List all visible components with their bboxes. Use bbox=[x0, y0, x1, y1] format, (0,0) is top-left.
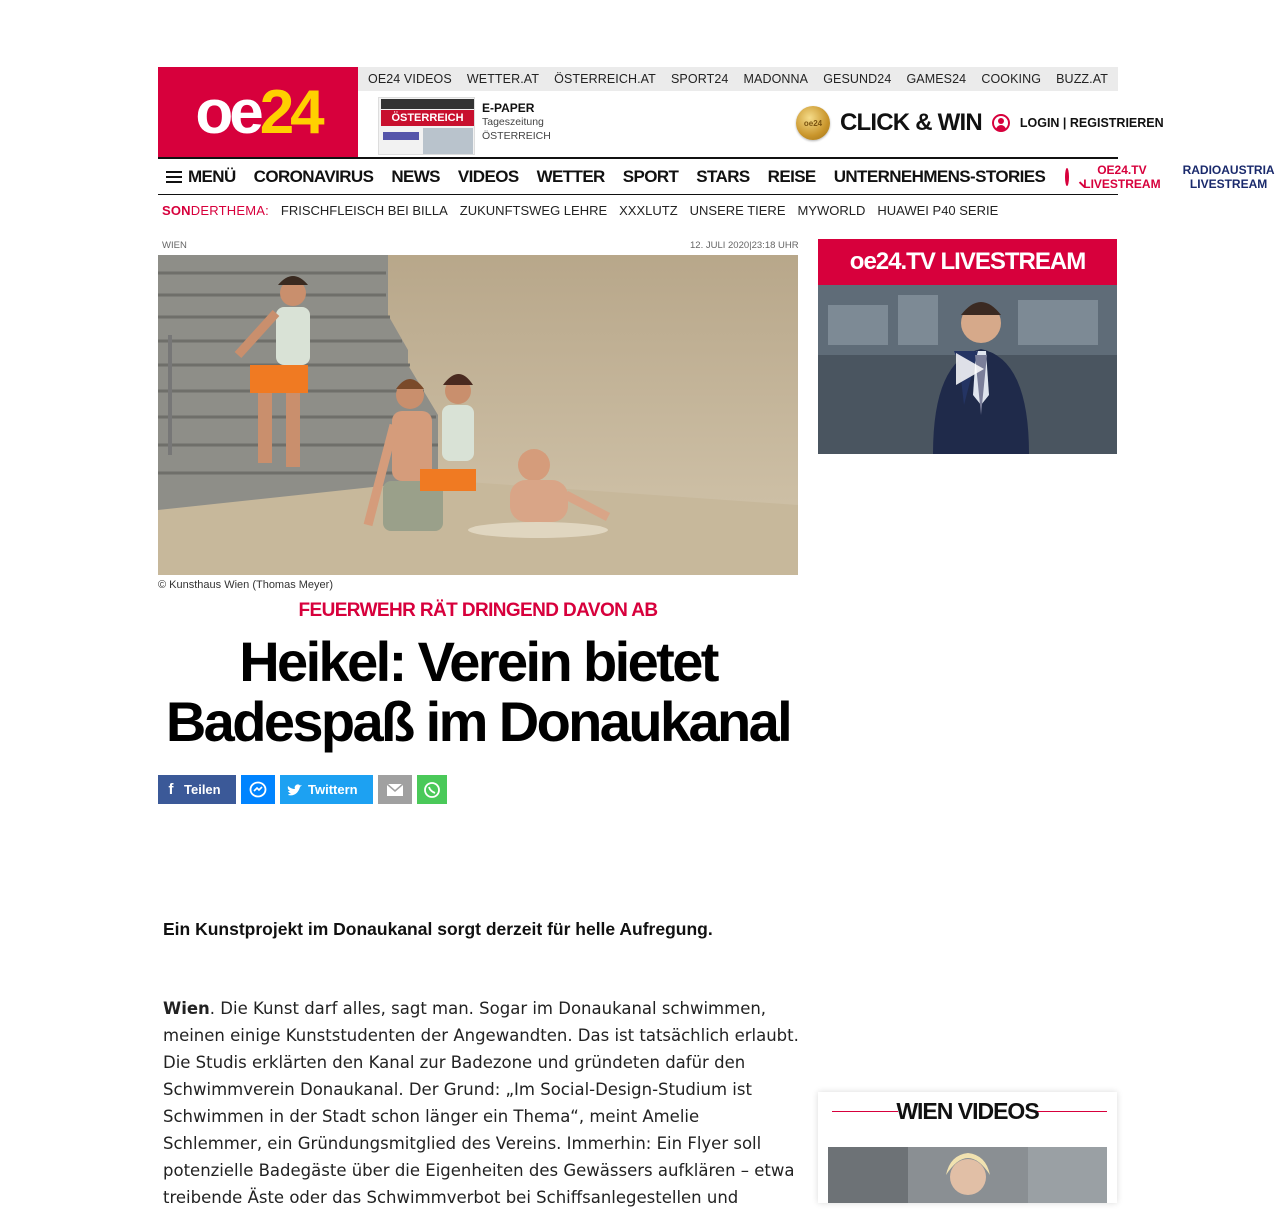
nav-item-stars[interactable]: STARS bbox=[696, 166, 750, 186]
sonderthema-link[interactable]: MYWORLD bbox=[797, 202, 866, 218]
article-body: Wien. Die Kunst darf alles, sagt man. Sogar im Donaukanal schwimmen, meinen einige Kunststudenten der Angewandten. Das ist tatsächlich erlaubt. Die Studis erklärten den Kanal zur Badezone und gründeten dafür den Schwimmverein Donaukanal. Der Grund: „Im Social-Design-Studium ist Schwimmen in der Stadt schon länger ein Thema“, meint Amelie Schlemmer, ein Gründungsmitglied des Vereins. Immerhin: Ein Flyer soll potenzielle Badegäste über die Eigenheiten des Gewässers aufklären – etwa treibende Äste oder das Schwimmverbot bei Schiffsanlegestellen und bbox=[163, 999, 799, 1207]
click-win-link[interactable]: CLICK & WIN bbox=[840, 109, 982, 136]
sonderthema-link[interactable]: HUAWEI P40 SERIE bbox=[877, 202, 999, 218]
nav-item-videos[interactable]: VIDEOS bbox=[457, 166, 519, 186]
sonderthema-link[interactable]: ZUKUNFTSWEG LEHRE bbox=[459, 202, 608, 218]
sonderthema-bar bbox=[158, 199, 1118, 221]
facebook-share-button[interactable]: f Teilen bbox=[158, 775, 236, 804]
top-link[interactable]: ÖSTERREICH.AT bbox=[554, 72, 656, 86]
wien-videos-title: WIEN VIDEOS bbox=[896, 1098, 1039, 1124]
top-link[interactable]: GAMES24 bbox=[906, 72, 967, 86]
nav-item-coronavirus[interactable]: CORONAVIRUS bbox=[253, 166, 374, 186]
messenger-share-button[interactable] bbox=[241, 775, 275, 804]
article-headline: Heikel: Verein bietet Badespaß im Donaukanal bbox=[165, 630, 791, 753]
login-register-link[interactable]: LOGIN | REGISTRIEREN bbox=[1019, 116, 1164, 130]
article-section[interactable]: WIEN bbox=[162, 240, 187, 251]
whatsapp-icon bbox=[423, 781, 441, 799]
sonderthema-link[interactable]: FRISCHFLEISCH BEI BILLA bbox=[280, 202, 448, 218]
nav-item-wetter[interactable]: WETTER bbox=[536, 166, 605, 186]
twitter-share-button[interactable]: Twittern bbox=[280, 775, 373, 804]
epaper-subtitle: Tageszeitung bbox=[482, 116, 544, 128]
epaper-subtitle-2: ÖSTERREICH bbox=[482, 130, 551, 142]
search-icon[interactable] bbox=[1065, 168, 1069, 186]
sonderthema-label: SONDERTHEMA: bbox=[162, 202, 269, 218]
wien-videos-widget bbox=[818, 1092, 1117, 1203]
nav-item-sport[interactable]: SPORT bbox=[622, 166, 679, 186]
top-link[interactable]: MADONNA bbox=[743, 72, 809, 86]
article-lead: Ein Kunstprojekt im Donaukanal sorgt derzeit für helle Aufregung. bbox=[163, 919, 713, 939]
share-bar bbox=[158, 775, 452, 804]
menu-button[interactable]: MENÜ bbox=[166, 167, 236, 187]
top-link[interactable]: GESUND24 bbox=[823, 72, 892, 86]
sonderthema-link[interactable]: UNSERE TIERE bbox=[689, 202, 786, 218]
epaper-thumbnail: ÖSTERREICH bbox=[378, 97, 475, 155]
top-link[interactable]: SPORT24 bbox=[671, 72, 729, 86]
oe24-logo[interactable] bbox=[158, 67, 358, 157]
livestream-title: oe24.TV LIVESTREAM bbox=[849, 248, 1086, 275]
image-caption: © Kunsthaus Wien (Thomas Meyer) bbox=[158, 579, 333, 591]
article-date: 12. JULI 2020|23:18 UHR bbox=[690, 240, 799, 251]
sonderthema-link[interactable]: XXXLUTZ bbox=[619, 202, 678, 218]
radioaustria-livestream-link[interactable]: RADIOAUSTRIA LIVESTREAM bbox=[1182, 162, 1275, 191]
top-link[interactable]: BUZZ.AT bbox=[1056, 72, 1108, 86]
article-dateline: Wien bbox=[163, 999, 210, 1018]
oe24tv-livestream-link[interactable]: OE24.TV LIVESTREAM bbox=[1083, 162, 1161, 191]
hamburger-icon bbox=[166, 171, 182, 183]
whatsapp-share-button[interactable] bbox=[417, 775, 447, 804]
epaper-link[interactable] bbox=[378, 97, 551, 155]
messenger-icon bbox=[249, 781, 267, 799]
twitter-icon bbox=[280, 781, 308, 799]
top-link[interactable]: COOKING bbox=[981, 72, 1042, 86]
top-link[interactable]: WETTER.AT bbox=[466, 72, 540, 86]
article-kicker: FEUERWEHR RÄT DRINGEND DAVON AB bbox=[298, 600, 658, 621]
nav-item-unternehmens-stories[interactable]: UNTERNEHMENS-STORIES bbox=[833, 166, 1046, 186]
epaper-title: E-PAPER bbox=[482, 101, 535, 115]
video-thumbnail[interactable] bbox=[828, 1147, 1107, 1203]
main-navigation bbox=[158, 157, 1275, 195]
coin-icon[interactable]: oe24 bbox=[796, 106, 830, 140]
svg-text:oe24: oe24 bbox=[195, 78, 321, 147]
user-icon[interactable] bbox=[992, 114, 1010, 132]
mail-share-button[interactable] bbox=[378, 775, 412, 804]
nav-item-news[interactable]: NEWS bbox=[391, 166, 440, 186]
top-link[interactable]: OE24 VIDEOS bbox=[368, 72, 452, 86]
top-links-bar bbox=[358, 67, 1118, 91]
mail-icon bbox=[386, 783, 404, 797]
oe24tv-livestream-widget[interactable] bbox=[818, 239, 1117, 454]
facebook-icon: f bbox=[168, 781, 174, 798]
hero-image[interactable] bbox=[158, 255, 798, 575]
nav-item-reise[interactable]: REISE bbox=[767, 166, 816, 186]
click-win-area bbox=[796, 105, 1164, 141]
livestream-video[interactable] bbox=[818, 285, 1117, 454]
